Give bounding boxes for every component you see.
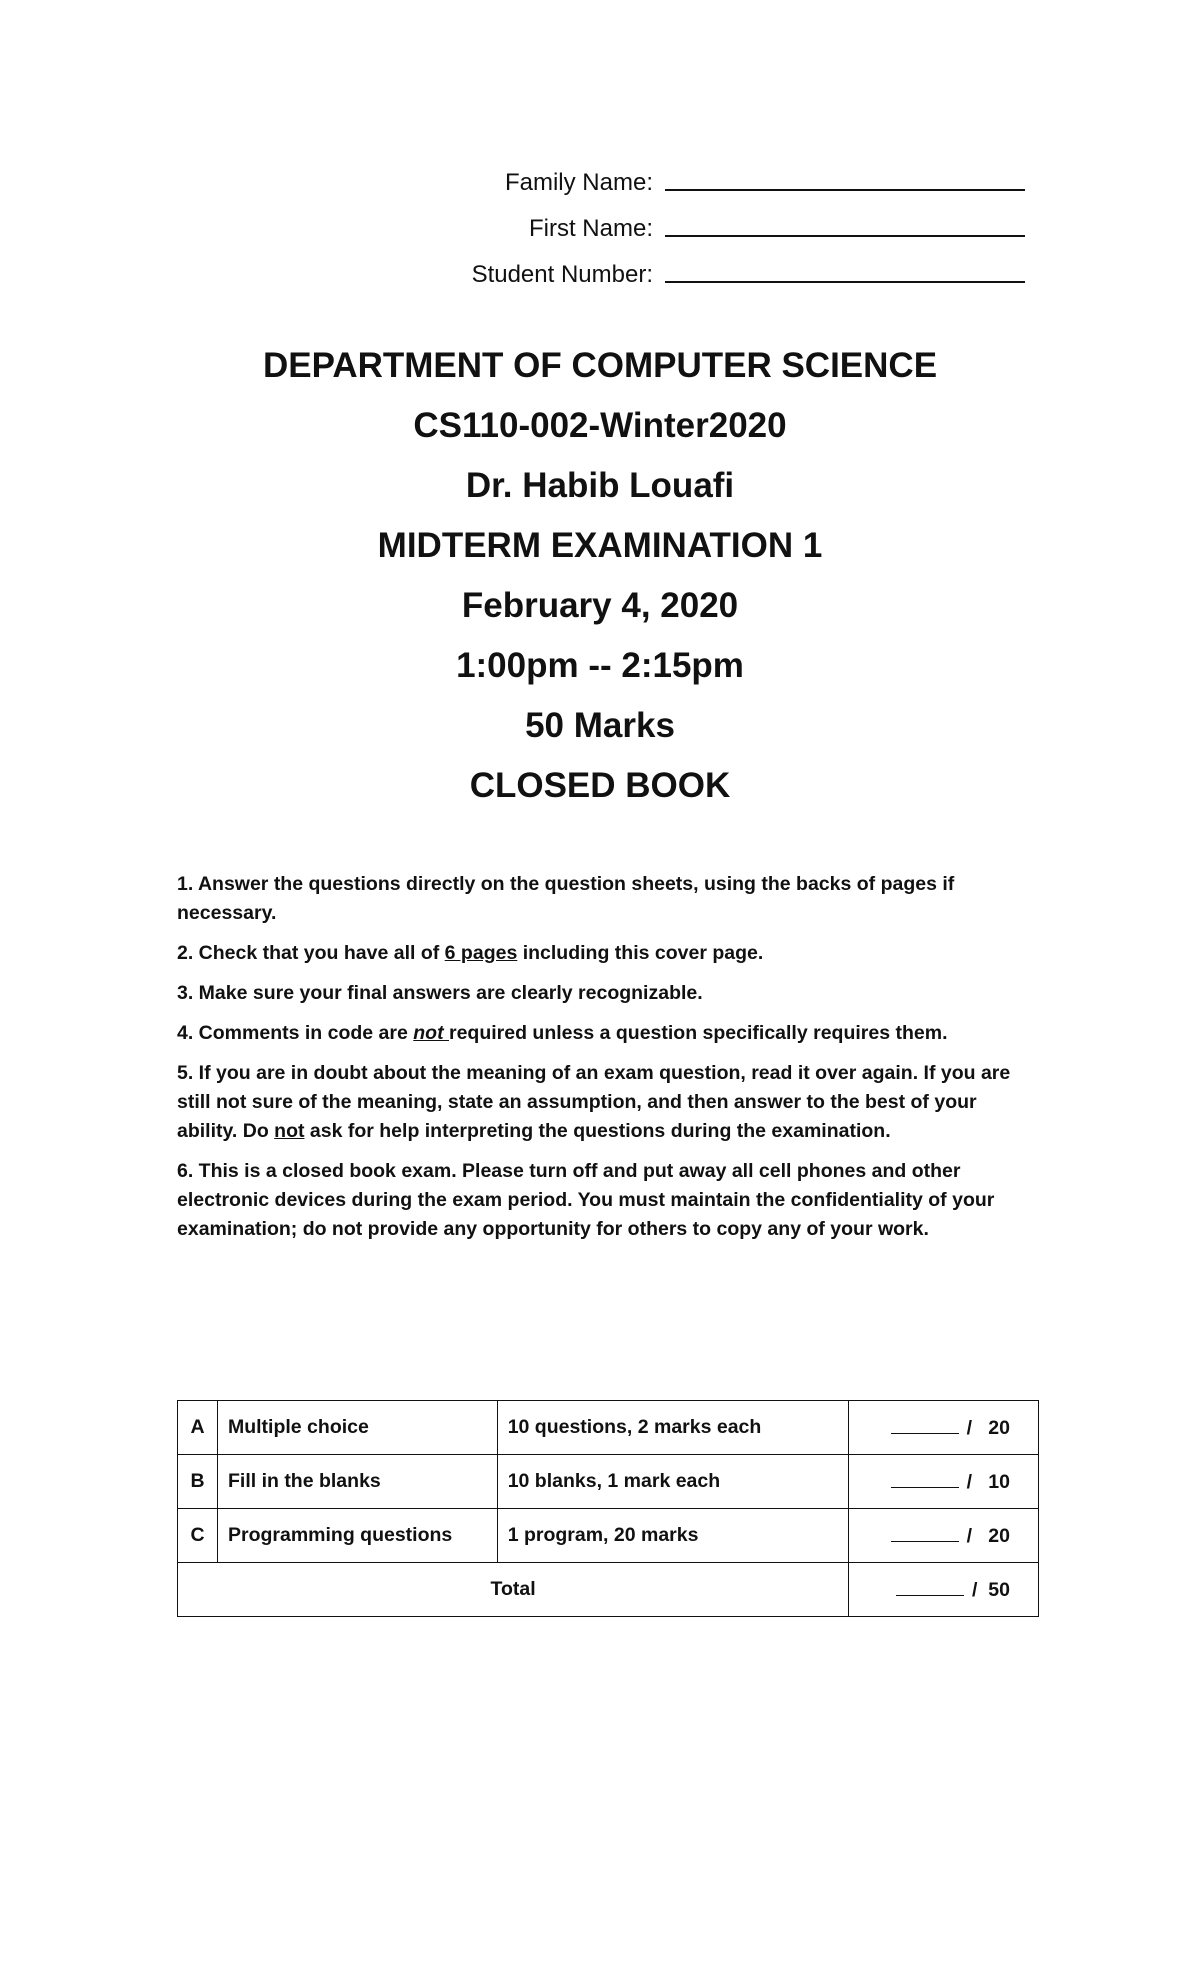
score-blank[interactable]	[891, 1416, 959, 1434]
instruction-5-text: 5. If you are in doubt about the meaning of an exam question, read it over again. If you are still not sure of the meaning, state an assumption, and then answer to the best of your ability. Do	[177, 1062, 1011, 1142]
score-slash: /	[966, 1524, 973, 1547]
family-name-label: Family Name:	[504, 169, 653, 196]
score-slash: /	[972, 1578, 978, 1601]
first-name-label: First Name:	[528, 215, 653, 242]
total-max: 50	[988, 1578, 1010, 1601]
instructions-list	[177, 870, 1017, 1255]
score-slash: /	[966, 1416, 973, 1439]
section-description: 1 program, 20 marks	[497, 1509, 848, 1563]
total-score	[849, 1563, 1039, 1617]
instruction-2-text-end: including this cover page.	[517, 942, 764, 964]
instruction-3: 3. Make sure your final answers are clearly recognizable.	[177, 982, 703, 1004]
instruction-5-emphasis: not	[274, 1120, 305, 1142]
exam-title: MIDTERM EXAMINATION 1	[377, 526, 823, 565]
score-max: 10	[988, 1470, 1010, 1493]
total-row	[178, 1563, 1039, 1617]
student-info-block	[380, 152, 1030, 290]
instruction-5-text-end: ask for help interpreting the questions during the examination.	[304, 1120, 891, 1142]
section-name: Fill in the blanks	[217, 1455, 497, 1509]
table-row	[178, 1509, 1039, 1563]
marks-table	[177, 1400, 1039, 1617]
instruction-1: 1. Answer the questions directly on the question sheets, using the backs of pages if necessary.	[177, 873, 955, 924]
family-name-field[interactable]	[665, 189, 1025, 191]
score-blank[interactable]	[891, 1524, 959, 1542]
table-row	[178, 1455, 1039, 1509]
exam-date: February 4, 2020	[461, 586, 739, 625]
total-label: Total	[178, 1563, 849, 1617]
section-letter: B	[178, 1455, 218, 1509]
table-row	[178, 1401, 1039, 1455]
section-name: Programming questions	[217, 1509, 497, 1563]
student-number-field[interactable]	[665, 281, 1025, 283]
instruction-4-emphasis: not	[413, 1022, 449, 1044]
total-marks: 50 Marks	[525, 706, 675, 745]
instructor-name: Dr. Habib Louafi	[465, 466, 735, 505]
section-description: 10 questions, 2 marks each	[497, 1401, 848, 1455]
instruction-4	[177, 1019, 1017, 1048]
section-name: Multiple choice	[217, 1401, 497, 1455]
score-slash: /	[966, 1470, 973, 1493]
instruction-6: 6. This is a closed book exam. Please turn off and put away all cell phones and other electronic devices during the exam period. You must maintain the confidentiality of your examination; do not provide any opportunity for others to copy any of your work.	[177, 1160, 995, 1240]
first-name-row	[380, 198, 1030, 244]
section-letter: A	[178, 1401, 218, 1455]
section-score	[849, 1401, 1039, 1455]
student-number-row	[380, 244, 1030, 290]
instruction-4-text: 4. Comments in code are	[177, 1022, 414, 1044]
department-title: DEPARTMENT OF COMPUTER SCIENCE	[262, 346, 938, 385]
section-score	[849, 1455, 1039, 1509]
exam-header	[0, 336, 1200, 816]
total-score-blank[interactable]	[896, 1578, 964, 1596]
section-description: 10 blanks, 1 mark each	[497, 1455, 848, 1509]
family-name-row	[380, 152, 1030, 198]
section-score	[849, 1509, 1039, 1563]
score-max: 20	[988, 1416, 1010, 1439]
closed-book-notice: CLOSED BOOK	[469, 766, 731, 805]
instruction-2-emphasis: 6 pages	[444, 942, 518, 964]
course-code: CS110-002-Winter2020	[413, 406, 787, 445]
first-name-field[interactable]	[665, 235, 1025, 237]
exam-time: 1:00pm -- 2:15pm	[456, 646, 744, 685]
instruction-2-text: 2. Check that you have all of	[177, 942, 445, 964]
student-number-label: Student Number:	[471, 261, 653, 288]
instruction-4-text-end: required unless a question specifically requires them.	[448, 1022, 948, 1044]
score-blank[interactable]	[891, 1470, 959, 1488]
instruction-2	[177, 939, 1017, 968]
instruction-5	[177, 1059, 1017, 1146]
score-max: 20	[988, 1524, 1010, 1547]
section-letter: C	[178, 1509, 218, 1563]
